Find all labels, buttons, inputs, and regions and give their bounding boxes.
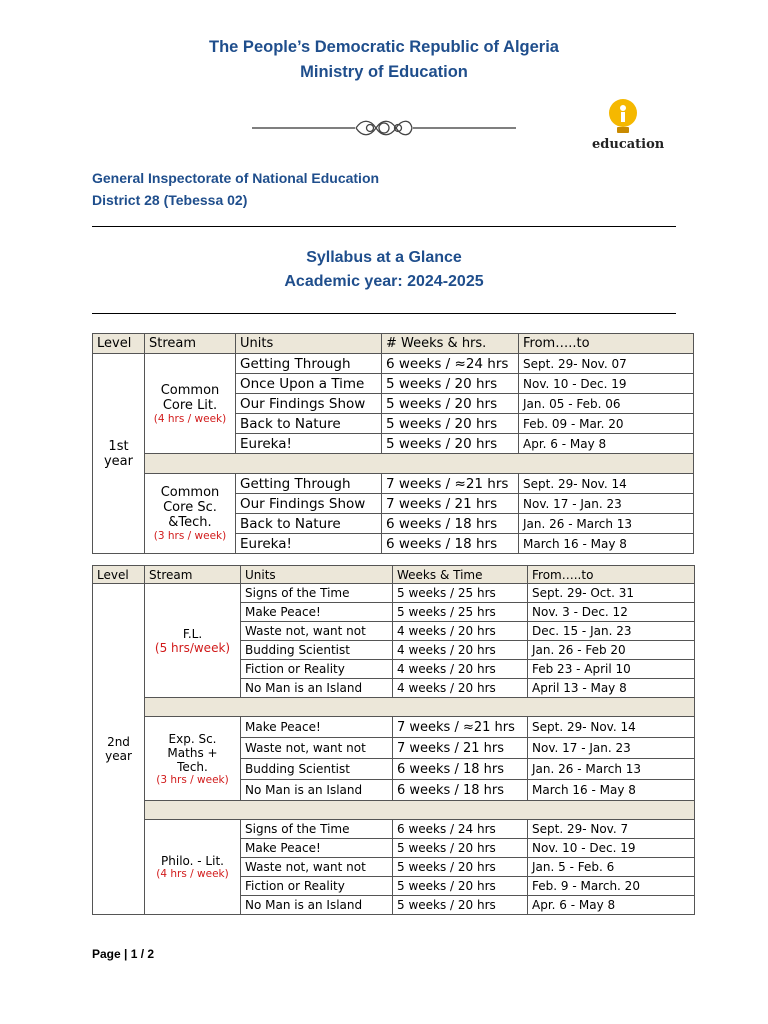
unit-cell: No Man is an Island xyxy=(241,679,393,698)
logo-text: education xyxy=(592,137,665,152)
header-level: Level xyxy=(93,334,145,354)
weeks-cell: 5 weeks / 20 hrs xyxy=(393,896,528,915)
table-header-row xyxy=(93,566,695,584)
weeks-cell: 5 weeks / 20 hrs xyxy=(393,839,528,858)
unit-cell: Budding Scientist xyxy=(241,641,393,660)
unit-cell: Our Findings Show xyxy=(236,394,382,414)
header-units: Units xyxy=(241,566,393,584)
stream-cell xyxy=(145,474,236,554)
dates-cell: Jan. 26 - March 13 xyxy=(519,514,694,534)
header-dates: From…..to xyxy=(528,566,695,584)
unit-cell: Waste not, want not xyxy=(241,858,393,877)
separator-row xyxy=(93,454,694,474)
header-level: Level xyxy=(93,566,145,584)
stream-cell xyxy=(145,717,241,801)
stream-cell xyxy=(145,820,241,915)
stream-hours: (5 hrs/week) xyxy=(154,640,231,655)
unit-cell: Fiction or Reality xyxy=(241,660,393,679)
separator-cell xyxy=(145,698,695,717)
weeks-cell: 6 weeks / 18 hrs xyxy=(393,759,528,780)
weeks-cell: 7 weeks / ≈21 hrs xyxy=(382,474,519,494)
weeks-cell: 5 weeks / 20 hrs xyxy=(393,858,528,877)
weeks-cell: 5 weeks / 20 hrs xyxy=(382,374,519,394)
unit-cell: Signs of the Time xyxy=(241,820,393,839)
academic-year: Academic year: 2024-2025 xyxy=(284,273,484,290)
divider-line xyxy=(92,313,676,314)
dates-cell: Feb 23 - April 10 xyxy=(528,660,695,679)
dates-cell: Feb. 09 - Mar. 20 xyxy=(519,414,694,434)
header-dates: From…..to xyxy=(519,334,694,354)
weeks-cell: 5 weeks / 25 hrs xyxy=(393,603,528,622)
weeks-cell: 7 weeks / 21 hrs xyxy=(393,738,528,759)
stream-name: Exp. Sc. xyxy=(168,731,217,746)
weeks-cell: 6 weeks / 24 hrs xyxy=(393,820,528,839)
header-stream: Stream xyxy=(145,334,236,354)
stream-name: Common xyxy=(160,485,220,500)
stream-name: Tech. xyxy=(177,759,208,774)
weeks-cell: 5 weeks / 20 hrs xyxy=(393,877,528,896)
dates-cell: Feb. 9 - March. 20 xyxy=(528,877,695,896)
dates-cell: Dec. 15 - Jan. 23 xyxy=(528,622,695,641)
dates-cell: Nov. 10 - Dec. 19 xyxy=(519,374,694,394)
unit-cell: Waste not, want not xyxy=(241,738,393,759)
divider-line xyxy=(92,226,676,227)
ministry-heading: Ministry of Education xyxy=(300,63,468,81)
dates-cell: Sept. 29- Oct. 31 xyxy=(528,584,695,603)
dates-cell: Sept. 29- Nov. 14 xyxy=(519,474,694,494)
unit-cell: Back to Nature xyxy=(236,514,382,534)
level-label: 1st xyxy=(108,438,129,454)
stream-name: Core Sc. xyxy=(163,500,217,515)
table-header-row xyxy=(93,334,694,354)
unit-cell: Once Upon a Time xyxy=(236,374,382,394)
level-label: year xyxy=(105,749,132,763)
separator-row xyxy=(93,801,695,820)
unit-cell: Budding Scientist xyxy=(241,759,393,780)
dates-cell: Apr. 6 - May 8 xyxy=(528,896,695,915)
weeks-cell: 6 weeks / 18 hrs xyxy=(393,780,528,801)
district-name: District 28 (Tebessa 02) xyxy=(92,192,248,208)
inspectorate-name: General Inspectorate of National Education xyxy=(92,170,380,186)
table-row xyxy=(93,584,695,603)
page-title: Syllabus at a Glance xyxy=(306,249,462,266)
dates-cell: Sept. 29- Nov. 14 xyxy=(528,717,695,738)
dates-cell: Sept. 29- Nov. 07 xyxy=(519,354,694,374)
weeks-cell: 7 weeks / ≈21 hrs xyxy=(393,717,528,738)
stream-hours: (4 hrs / week) xyxy=(156,868,229,880)
dates-cell: Nov. 3 - Dec. 12 xyxy=(528,603,695,622)
unit-cell: Signs of the Time xyxy=(241,584,393,603)
unit-cell: Eureka! xyxy=(236,434,382,454)
level-cell xyxy=(93,584,145,915)
dates-cell: Jan. 5 - Feb. 6 xyxy=(528,858,695,877)
stream-name: Common xyxy=(160,382,220,398)
weeks-cell: 5 weeks / 20 hrs xyxy=(382,394,519,414)
weeks-cell: 4 weeks / 20 hrs xyxy=(393,622,528,641)
stream-hours: (4 hrs / week) xyxy=(153,412,227,425)
dates-cell: Jan. 26 - Feb 20 xyxy=(528,641,695,660)
unit-cell: Waste not, want not xyxy=(241,622,393,641)
stream-name: F.L. xyxy=(182,626,203,641)
separator-cell xyxy=(145,454,694,474)
stream-name: &Tech. xyxy=(168,515,212,530)
weeks-cell: 6 weeks / 18 hrs xyxy=(382,534,519,554)
stream-name: Core Lit. xyxy=(162,397,218,413)
table-row xyxy=(93,474,694,494)
dates-cell: Jan. 26 - March 13 xyxy=(528,759,695,780)
dates-cell: March 16 - May 8 xyxy=(528,780,695,801)
stream-cell xyxy=(145,354,236,454)
dates-cell: March 16 - May 8 xyxy=(519,534,694,554)
stream-hours: (3 hrs / week) xyxy=(156,773,229,786)
dates-cell: Jan. 05 - Feb. 06 xyxy=(519,394,694,414)
unit-cell: Eureka! xyxy=(236,534,382,554)
table-row xyxy=(93,354,694,374)
separator-cell xyxy=(145,801,695,820)
level-label: 2nd xyxy=(107,735,130,749)
level-label: year xyxy=(103,453,133,469)
dates-cell: April 13 - May 8 xyxy=(528,679,695,698)
weeks-cell: 5 weeks / 20 hrs xyxy=(382,414,519,434)
unit-cell: Back to Nature xyxy=(236,414,382,434)
weeks-cell: 5 weeks / 20 hrs xyxy=(382,434,519,454)
unit-cell: Make Peace! xyxy=(241,717,393,738)
header-units: Units xyxy=(236,334,382,354)
dates-cell: Nov. 10 - Dec. 19 xyxy=(528,839,695,858)
level-cell xyxy=(93,354,145,554)
stream-name: Philo. - Lit. xyxy=(161,854,224,868)
weeks-cell: 5 weeks / 25 hrs xyxy=(393,584,528,603)
header-weeks: # Weeks & hrs. xyxy=(382,334,519,354)
unit-cell: Getting Through xyxy=(236,474,382,494)
weeks-cell: 4 weeks / 20 hrs xyxy=(393,660,528,679)
page-number: Page | 1 / 2 xyxy=(92,947,155,961)
syllabus-table-1st-year xyxy=(92,333,694,554)
table-row xyxy=(93,820,695,839)
weeks-cell: 6 weeks / ≈24 hrs xyxy=(382,354,519,374)
unit-cell: No Man is an Island xyxy=(241,896,393,915)
ornament-divider xyxy=(252,113,516,143)
weeks-cell: 7 weeks / 21 hrs xyxy=(382,494,519,514)
education-logo xyxy=(590,97,666,157)
weeks-cell: 6 weeks / 18 hrs xyxy=(382,514,519,534)
unit-cell: Getting Through xyxy=(236,354,382,374)
stream-hours: (3 hrs / week) xyxy=(153,530,227,542)
dates-cell: Nov. 17 - Jan. 23 xyxy=(519,494,694,514)
dates-cell: Sept. 29- Nov. 7 xyxy=(528,820,695,839)
unit-cell: No Man is an Island xyxy=(241,780,393,801)
header-stream: Stream xyxy=(145,566,241,584)
unit-cell: Our Findings Show xyxy=(236,494,382,514)
country-heading: The People’s Democratic Republic of Algeria xyxy=(209,38,559,56)
dates-cell: Apr. 6 - May 8 xyxy=(519,434,694,454)
header-weeks: Weeks & Time xyxy=(393,566,528,584)
weeks-cell: 4 weeks / 20 hrs xyxy=(393,679,528,698)
table-row xyxy=(93,717,695,738)
unit-cell: Fiction or Reality xyxy=(241,877,393,896)
unit-cell: Make Peace! xyxy=(241,839,393,858)
weeks-cell: 4 weeks / 20 hrs xyxy=(393,641,528,660)
stream-cell xyxy=(145,584,241,698)
dates-cell: Nov. 17 - Jan. 23 xyxy=(528,738,695,759)
unit-cell: Make Peace! xyxy=(241,603,393,622)
separator-row xyxy=(93,698,695,717)
syllabus-table-2nd-year xyxy=(92,565,695,915)
stream-name: Maths + xyxy=(167,745,218,760)
